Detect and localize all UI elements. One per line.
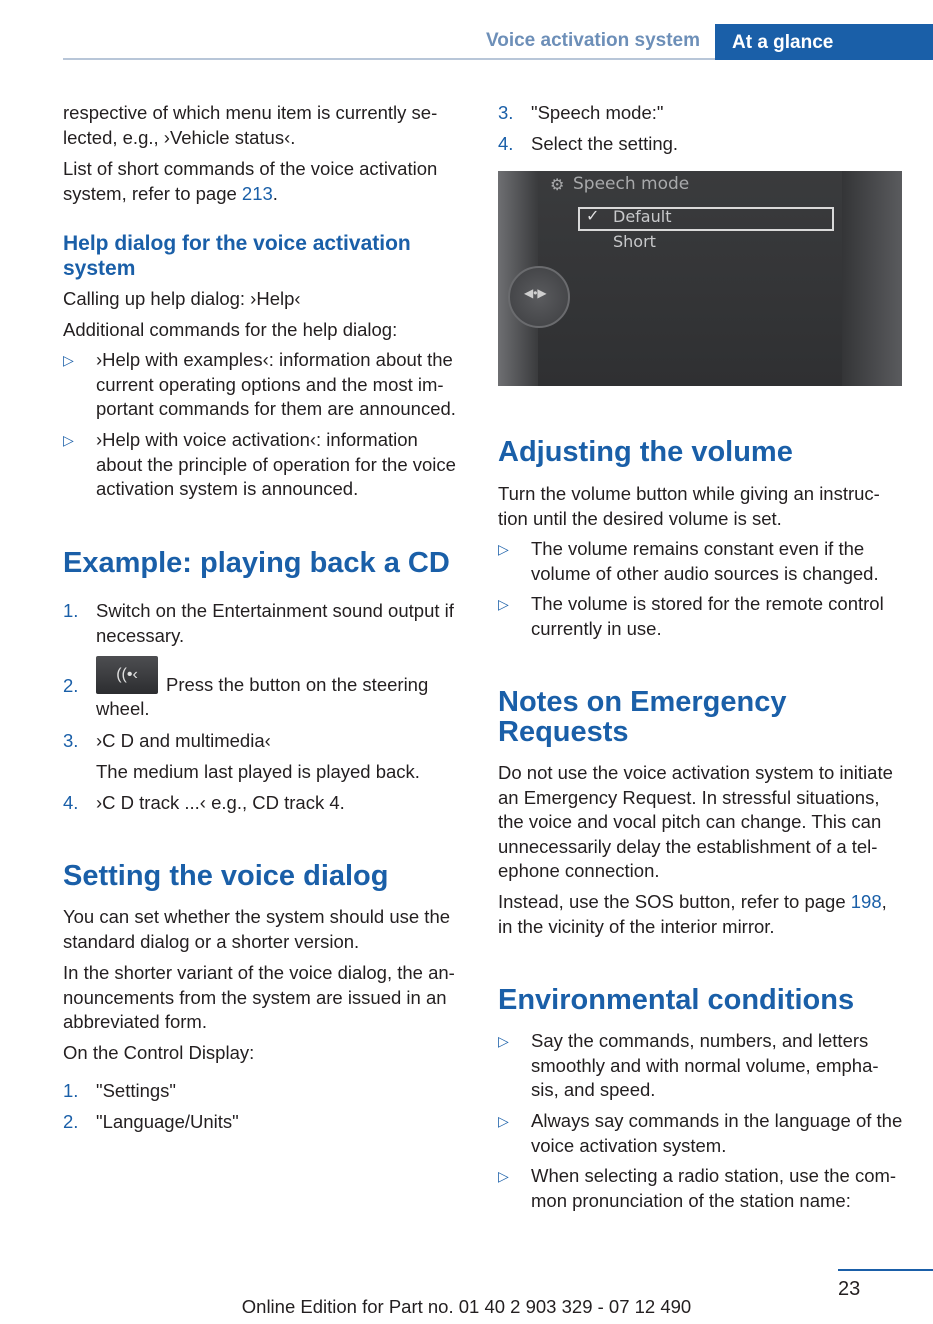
step-number: 2. — [63, 675, 79, 696]
volume-bullet-text: The volume is stored for the remote control currently in use. — [531, 593, 884, 639]
voice-button-icon: ((•‹ — [96, 656, 158, 694]
environment-bullet-text: When selecting a radio station, use the com- mon pronunciation of the station name: — [531, 1165, 897, 1211]
step-text: "Speech mode:" — [531, 102, 664, 123]
emergency-heading: Notes on Emergency Requests — [498, 686, 787, 748]
dialog-step — [63, 1110, 468, 1135]
header-tab-label: At a glance — [732, 32, 834, 53]
intro-commands-paragraph — [63, 157, 468, 206]
option-default[interactable]: Default — [613, 207, 672, 226]
help-call-text: Calling up help dialog: ›Help‹ — [63, 288, 301, 309]
help-dialog-heading: Help dialog for the voice activation system — [63, 232, 411, 280]
cd-step — [63, 656, 468, 722]
help-additional-text: Additional commands for the help dialog: — [63, 319, 398, 340]
knob-arrows: ◀•▶ — [524, 286, 547, 300]
step-text-continued: wheel. — [96, 698, 150, 719]
bullet-triangle-icon: ▷ — [498, 596, 509, 612]
volume-bullet-item — [498, 592, 903, 642]
controller-knob-icon — [508, 266, 570, 328]
dialog-step — [63, 1079, 468, 1104]
environment-bullet-text: Say the commands, numbers, and letters smoothly and with normal volume, empha- sis, and speed. — [531, 1030, 879, 1100]
voice-dialog-paragraph: You can set whether the system should use the standard dialog or a shorter version. — [63, 906, 451, 952]
footer-edition: Online Edition for Part no. 01 40 2 903 329 - 07 12 490 — [241, 1296, 692, 1317]
gear-icon: ⚙ — [550, 177, 565, 194]
screen-title: Speech mode — [573, 174, 690, 194]
volume-bullet-text: The volume remains constant even if the volume of other audio sources is changed. — [531, 538, 879, 584]
emergency-sos-text: Instead, use the SOS button, refer to page — [498, 891, 851, 912]
environment-bullet-text: Always say commands in the language of the voice activation system. — [531, 1110, 903, 1156]
bullet-triangle-icon: ▷ — [63, 352, 74, 368]
environment-heading: Environmental conditions — [498, 984, 855, 1016]
step-text: "Settings" — [96, 1080, 176, 1101]
step-result-text: The medium last played is played back. — [96, 761, 420, 782]
intro-commands-period: . — [272, 182, 278, 204]
step-text: ›C D track ...‹ e.g., CD track 4. — [96, 792, 345, 813]
bullet-triangle-icon: ▷ — [498, 1033, 509, 1049]
step-number: 2. — [63, 1111, 79, 1132]
screen-right-bezel — [842, 171, 902, 386]
intro-paragraph: respective of which menu item is currently se- lected, e.g., ›Vehicle status‹. — [63, 102, 438, 148]
cd-heading: Example: playing back a CD — [63, 547, 450, 579]
control-display-text: On the Control Display: — [63, 1042, 255, 1063]
bullet-triangle-icon: ▷ — [63, 432, 74, 448]
step-text: "Language/Units" — [96, 1111, 239, 1132]
environment-bullet-item — [498, 1164, 903, 1214]
help-bullet-text: ›Help with examples‹: information about the current operating options and the most im- portant commands for them are announced. — [96, 349, 456, 419]
voice-dialog-heading: Setting the voice dialog — [63, 860, 389, 892]
intro-commands-text: List of short commands of the voice activation system, refer to page — [63, 158, 438, 204]
step-text: Select the setting. — [531, 133, 679, 154]
environment-bullet-item — [498, 1029, 903, 1104]
step-text: ›C D and multimedia‹ — [96, 730, 271, 751]
volume-bullet-item — [498, 537, 903, 587]
step-number: 3. — [63, 730, 79, 751]
step-number: 1. — [63, 600, 79, 621]
cd-step — [63, 791, 468, 816]
help-bullet-text: ›Help with voice activation‹: information about the principle of operation for the voice activation system is announced. — [96, 429, 456, 499]
bullet-triangle-icon: ▷ — [498, 1113, 509, 1129]
speech-mode-screen — [498, 171, 902, 386]
bullet-triangle-icon: ▷ — [498, 541, 509, 557]
voice-dialog-paragraph: In the shorter variant of the voice dialog, the an- nouncements from the system are issued in an abbreviated form. — [63, 962, 455, 1032]
step-number: 4. — [498, 133, 514, 154]
step-text: Switch on the Entertainment sound output if necessary. — [96, 600, 454, 646]
emergency-sos-paragraph — [498, 890, 903, 939]
step-number: 3. — [498, 102, 514, 123]
bullet-triangle-icon: ▷ — [498, 1168, 509, 1184]
step-text: Press the button on the steering — [166, 674, 429, 695]
emergency-sos-text-end: , in the vicinity of the interior mirror. — [498, 891, 887, 937]
step-number: 1. — [63, 1080, 79, 1101]
page-link-213[interactable]: 213 — [241, 182, 273, 204]
speech-step — [498, 132, 903, 157]
checkmark-icon: ✓ — [586, 208, 600, 225]
page-number: 23 — [838, 1278, 861, 1300]
volume-heading: Adjusting the volume — [498, 436, 793, 468]
help-bullet-item — [63, 428, 468, 503]
volume-paragraph: Turn the volume button while giving an instruc- tion until the desired volume is set. — [498, 483, 880, 529]
help-bullet-item — [63, 348, 468, 423]
option-short[interactable]: Short — [613, 232, 656, 251]
footer-rule — [838, 1269, 933, 1271]
header-tab — [715, 24, 933, 60]
environment-bullet-item — [498, 1109, 903, 1159]
speech-step — [498, 101, 903, 126]
cd-step — [63, 729, 468, 785]
page-link-198[interactable]: 198 — [850, 891, 882, 912]
header-rule — [63, 58, 715, 60]
cd-step — [63, 599, 468, 649]
step-number: 4. — [63, 792, 79, 813]
emergency-paragraph: Do not use the voice activation system to initiate an Emergency Request. In stressful situations, the voice and vocal pitch can change. This can unnecessarily delay the establishment of a tel- ephone connection. — [498, 762, 893, 881]
header-section-title: Voice activation system — [485, 30, 700, 51]
